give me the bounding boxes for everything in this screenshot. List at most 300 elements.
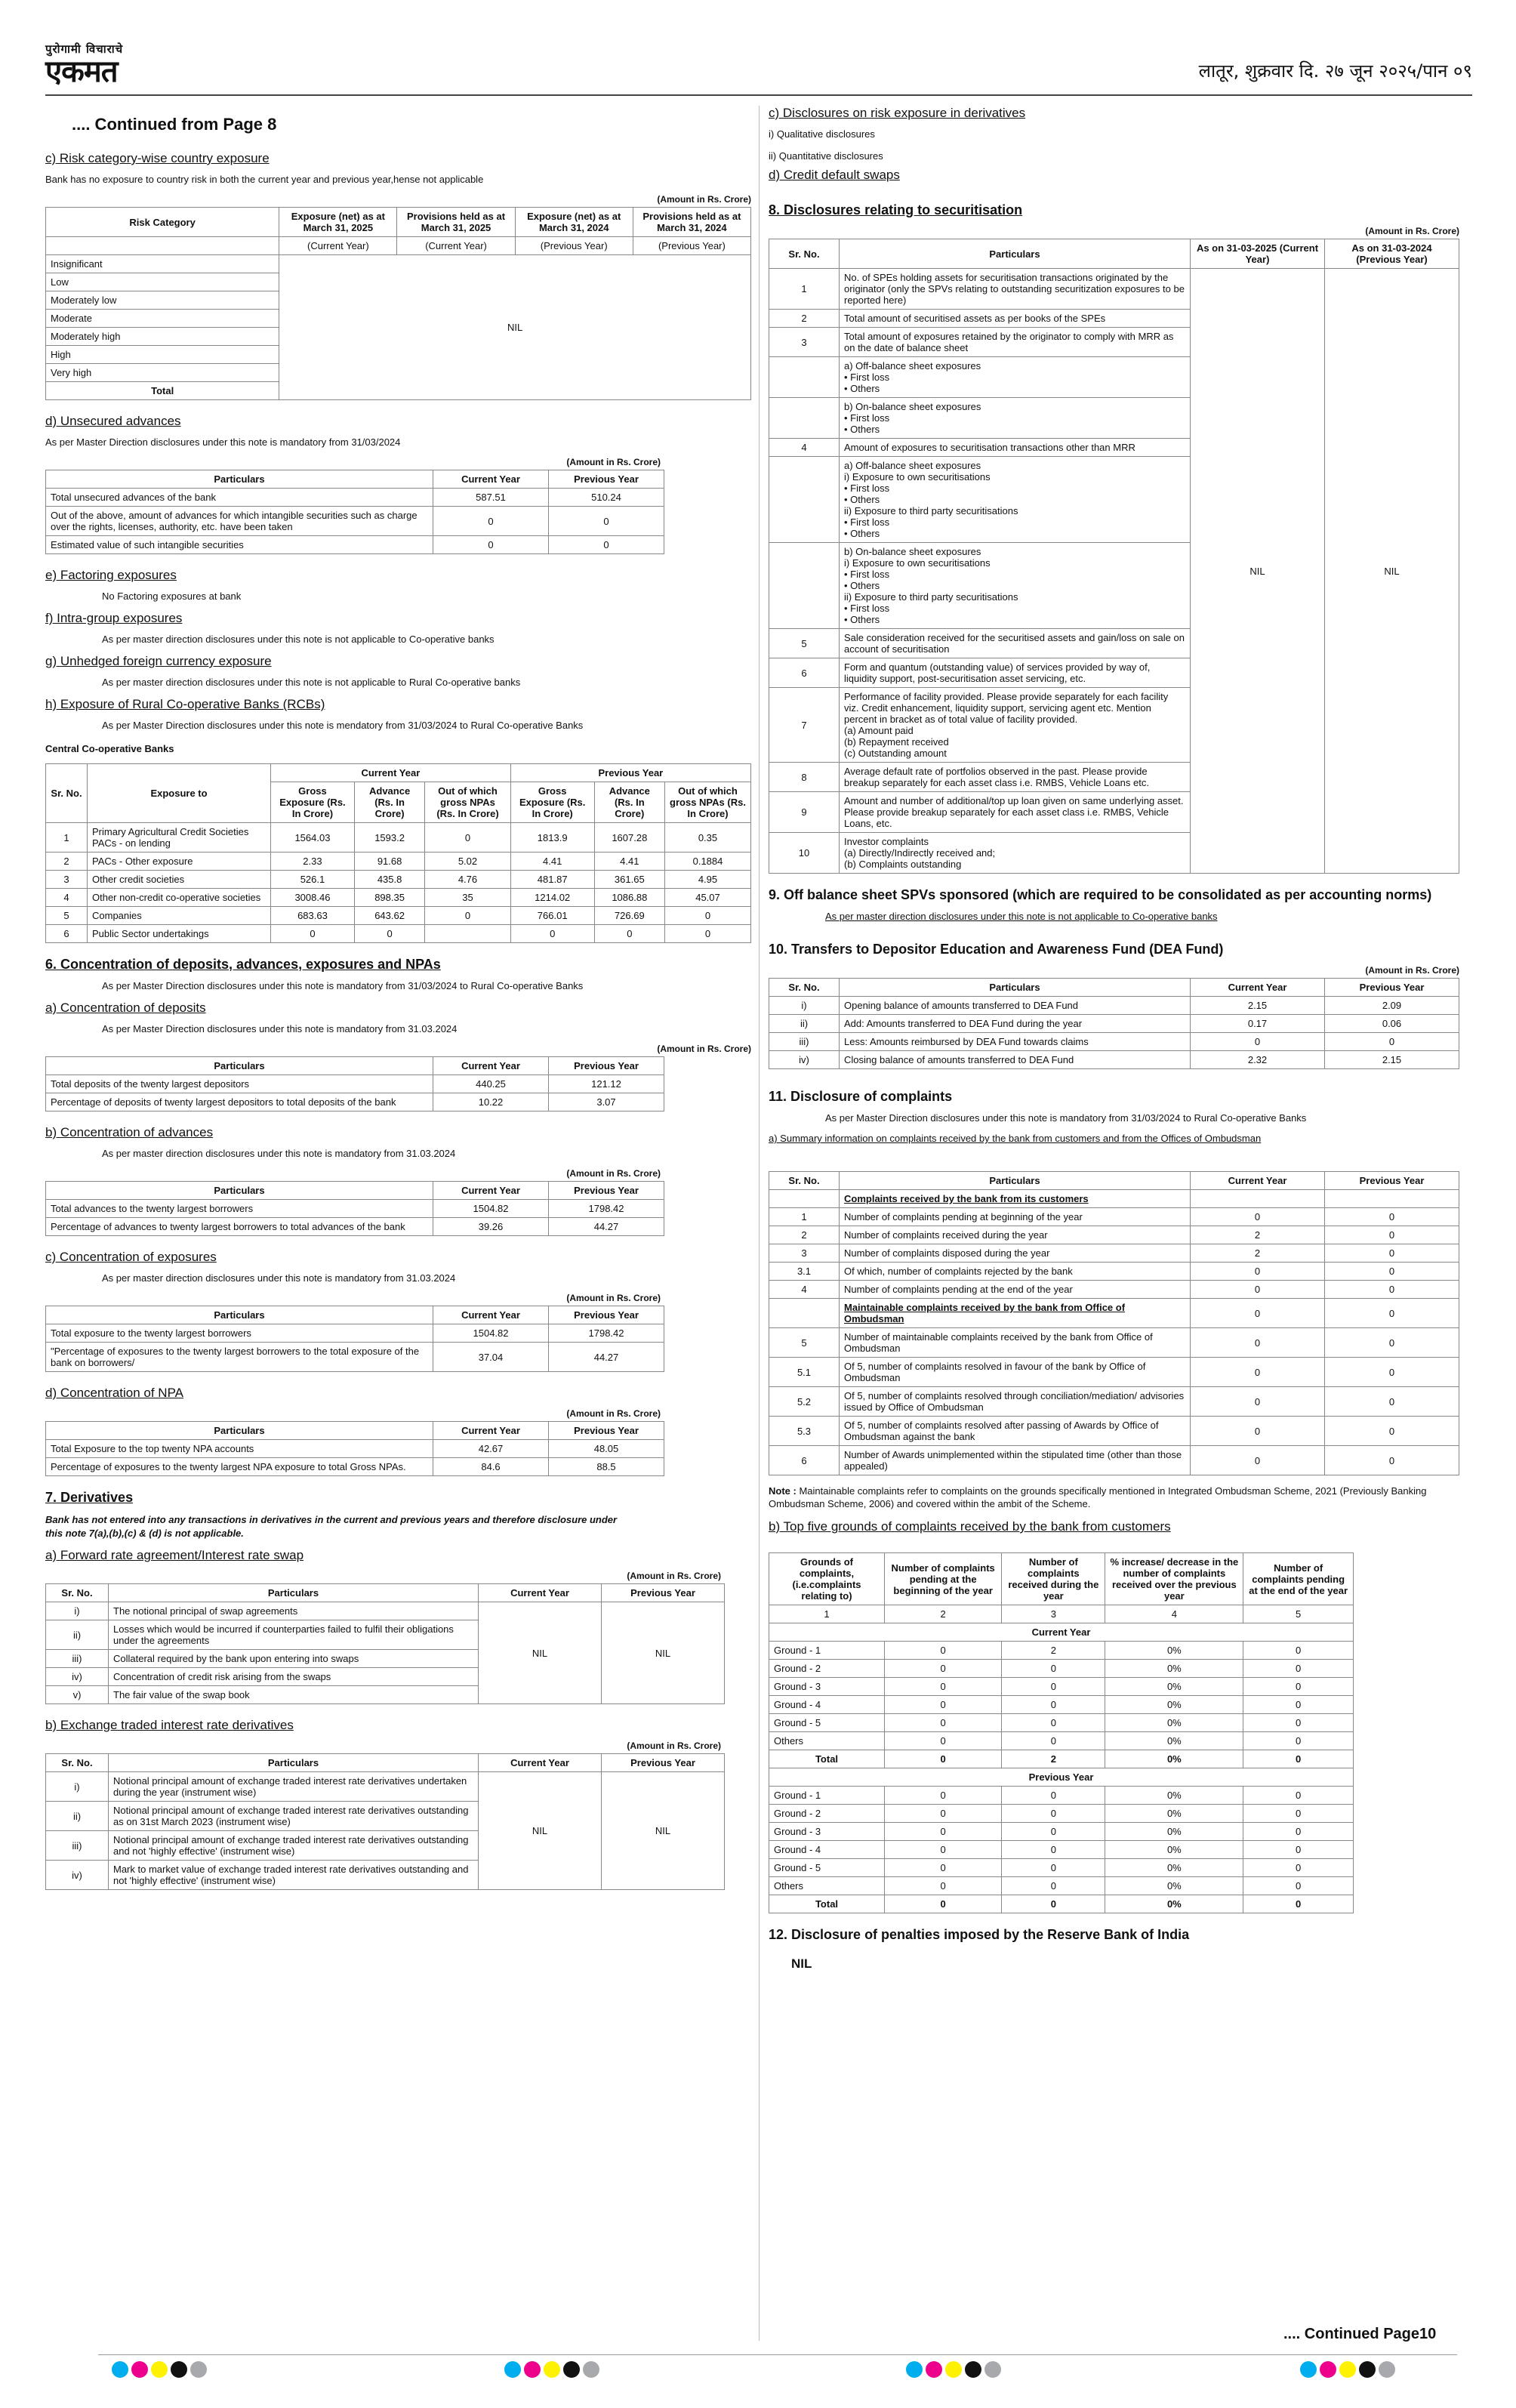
factoring-heading: e) Factoring exposures — [45, 568, 177, 582]
cell-line: (c) Outstanding amount — [844, 748, 947, 759]
header-cell: Sr. No. — [769, 979, 840, 997]
cell-line: (b) Repayment received — [844, 736, 949, 748]
risk-total-label: Total — [46, 382, 279, 400]
table-cell: 5.3 — [769, 1417, 840, 1446]
table-cell: 0 — [885, 1750, 1002, 1768]
table-row — [46, 1602, 725, 1620]
registration-dot — [151, 2361, 168, 2378]
cell-line: • First loss — [844, 516, 890, 528]
table-cell: Out of the above, amount of advances for which intangible securities such as charge over the rights, licenses, authority, etc. have been taken — [46, 507, 433, 536]
table-cell: Maintainable complaints received by the bank from Office of Ombudsman — [840, 1299, 1191, 1328]
table-row — [769, 1226, 1459, 1244]
cell-line: Form and quantum (outstanding value) of services provided by way of, liquidity support, post-securitisation asset servicing, etc. — [844, 661, 1151, 684]
table-cell: 3 — [46, 871, 88, 889]
header-cell: Risk Category — [46, 208, 279, 237]
table-cell: 0 — [664, 907, 750, 925]
header-cell: Particulars — [840, 239, 1191, 269]
masthead-dateline: लातूर, शुक्रवार दि. २७ जून २०२५/पान ०९ — [1198, 60, 1472, 82]
conc-advances-table — [45, 1181, 664, 1236]
table-cell: 0 — [1002, 1696, 1105, 1714]
table-cell: 1607.28 — [594, 823, 664, 853]
etd-table — [45, 1753, 725, 1890]
table-cell: 5.1 — [769, 1358, 840, 1387]
table-cell: 4 — [769, 439, 840, 457]
cell-line: a) Off-balance sheet exposures — [844, 360, 981, 372]
penalties-heading: 12. Disclosure of penalties imposed by the Reserve Bank of India — [769, 1927, 1190, 1942]
column-number: 4 — [1105, 1605, 1243, 1623]
table-cell: 440.25 — [433, 1075, 549, 1093]
table-cell: ii) — [769, 1015, 840, 1033]
cell-line: • Others — [844, 494, 880, 505]
table-cell: 0.06 — [1325, 1015, 1459, 1033]
registration-dot — [524, 2361, 541, 2378]
table-row — [769, 1750, 1354, 1768]
cell-line: b) On-balance sheet exposures — [844, 401, 981, 412]
conc-npa-heading: d) Concentration of NPA — [45, 1386, 183, 1400]
note-label: Note : — [769, 1485, 797, 1497]
table-cell: 643.62 — [354, 907, 424, 925]
amount-label: (Amount in Rs. Crore) — [1365, 965, 1459, 976]
table-row — [769, 1696, 1354, 1714]
table-cell: 0 — [1243, 1750, 1354, 1768]
table-cell: 0 — [1002, 1714, 1105, 1732]
header-cell: Out of which gross NPAs (Rs. In Crore) — [664, 782, 750, 823]
conc-npa-table — [45, 1421, 664, 1476]
table-row — [46, 536, 664, 554]
amount-label: (Amount in Rs. Crore) — [1365, 226, 1459, 236]
table-row — [769, 1660, 1354, 1678]
obs-spv-heading: 9. Off balance sheet SPVs sponsored (which are required to be consolidated as per accounting norms) — [769, 887, 1432, 902]
table-cell: 0.1884 — [664, 853, 750, 871]
table-cell: 48.05 — [549, 1440, 664, 1458]
table-cell: 5 — [46, 907, 88, 925]
header-cell: Current Year — [433, 1422, 549, 1440]
table-cell: 0% — [1105, 1859, 1243, 1877]
table-cell: 1813.9 — [510, 823, 594, 853]
etd-heading: b) Exchange traded interest rate derivatives — [45, 1718, 294, 1732]
registration-dot — [1359, 2361, 1376, 2378]
unsecured-table — [45, 470, 664, 554]
table-cell: 88.5 — [549, 1458, 664, 1476]
table-cell: Losses which would be incurred if counterparties failed to fulfil their obligations under the agreements — [109, 1620, 479, 1650]
table-cell: 0 — [1325, 1033, 1459, 1051]
registration-marks — [112, 2356, 207, 2383]
nil-cell: NIL — [279, 255, 751, 400]
table-cell: 0 — [885, 1895, 1002, 1913]
cell-line: ii) Exposure to third party securitisations — [844, 591, 1018, 603]
table-cell: 0 — [1325, 1358, 1459, 1387]
complaints-rows — [769, 1190, 1459, 1475]
table-cell — [840, 792, 1191, 833]
table-cell: 0 — [1191, 1446, 1325, 1475]
table-cell: 0 — [1325, 1328, 1459, 1358]
table-cell: Percentage of deposits of twenty largest depositors to total deposits of the bank — [46, 1093, 433, 1112]
registration-dot — [1379, 2361, 1395, 2378]
table-cell: 1214.02 — [510, 889, 594, 907]
table-cell: 0 — [1002, 1805, 1105, 1823]
registration-marks — [1300, 2356, 1395, 2383]
right-column — [769, 106, 1459, 1979]
table-cell: 1504.82 — [433, 1324, 549, 1343]
table-cell: 121.12 — [549, 1075, 664, 1093]
table-cell: Closing balance of amounts transferred to DEA Fund — [840, 1051, 1191, 1069]
table-cell: 6 — [769, 658, 840, 688]
table-cell: 0 — [1191, 1263, 1325, 1281]
table-cell: Total — [769, 1895, 885, 1913]
rcb-note: As per Master Direction disclosures under this note is mendatory from 31/03/2024 to Rural Co-operative Banks — [102, 720, 584, 731]
complaints-heading: 11. Disclosure of complaints — [769, 1089, 953, 1104]
nil-cell: NIL — [479, 1772, 602, 1890]
table-cell — [769, 357, 840, 398]
table-cell: 361.65 — [594, 871, 664, 889]
table-cell: 0 — [885, 1642, 1002, 1660]
masthead — [45, 42, 1472, 96]
table-cell: Percentage of advances to twenty largest borrowers to total advances of the bank — [46, 1218, 433, 1236]
header-cell: Advance (Rs. In Crore) — [354, 782, 424, 823]
table-cell — [840, 357, 1191, 398]
conc-advances-rows — [46, 1200, 664, 1236]
table-cell: 2 — [46, 853, 88, 871]
table-cell: Ground - 1 — [769, 1787, 885, 1805]
table-cell: 2 — [769, 1226, 840, 1244]
footer-rule — [98, 2354, 1457, 2355]
cell-line: i) Exposure to own securitisations — [844, 557, 991, 569]
header-cell: Advance (Rs. In Crore) — [594, 782, 664, 823]
subheader-cell: (Previous Year) — [515, 237, 633, 255]
table-cell: 4.76 — [425, 871, 510, 889]
header-cell: Previous Year — [549, 470, 664, 489]
registration-dot — [984, 2361, 1001, 2378]
table-cell: 0 — [1243, 1805, 1354, 1823]
table-cell: Less: Amounts reimbursed by DEA Fund towards claims — [840, 1033, 1191, 1051]
masthead-tagline: पुरोगामी विचाराचे — [45, 42, 124, 56]
table-cell: 4 — [769, 1281, 840, 1299]
penalties-value: NIL — [791, 1956, 812, 1971]
table-cell: 10.22 — [433, 1093, 549, 1112]
top-grounds-heading: b) Top five grounds of complaints received by the bank from customers — [769, 1519, 1171, 1534]
table-cell: Total unsecured advances of the bank — [46, 489, 433, 507]
table-cell: Mark to market value of exchange traded interest rate derivatives outstanding and not 'highly effective' (instrument wise) — [109, 1861, 479, 1890]
table-cell: Of 5, number of complaints resolved after passing of Awards by Office of Ombudsman against the bank — [840, 1417, 1191, 1446]
risk-exposure-derivatives-heading: c) Disclosures on risk exposure in derivatives — [769, 106, 1026, 120]
cell-line: • Others — [844, 383, 880, 394]
table-cell: 3008.46 — [271, 889, 355, 907]
table-cell: 0% — [1105, 1714, 1243, 1732]
table-row — [46, 1343, 664, 1372]
table-cell: 1798.42 — [549, 1200, 664, 1218]
table-cell: 0% — [1105, 1678, 1243, 1696]
table-cell: 0 — [1243, 1642, 1354, 1660]
grounds-current-rows — [769, 1642, 1354, 1768]
nil-cell: NIL — [1325, 269, 1459, 874]
table-cell: 0 — [885, 1696, 1002, 1714]
fra-rows — [46, 1602, 725, 1704]
table-cell: Total advances to the twenty largest borrowers — [46, 1200, 433, 1218]
table-cell: v) — [46, 1686, 109, 1704]
table-cell — [769, 457, 840, 543]
table-row — [46, 925, 751, 943]
table-cell: 0% — [1105, 1805, 1243, 1823]
table-cell: Estimated value of such intangible securities — [46, 536, 433, 554]
table-cell: 39.26 — [433, 1218, 549, 1236]
registration-marks — [906, 2356, 1001, 2383]
table-row — [46, 1093, 664, 1112]
table-cell: 0 — [1325, 1281, 1459, 1299]
header-cell: % increase/ decrease in the number of complaints received over the previous year — [1105, 1553, 1243, 1605]
table-cell: 0% — [1105, 1750, 1243, 1768]
table-row — [46, 823, 751, 853]
table-cell: i) — [769, 997, 840, 1015]
table-cell: Primary Agricultural Credit Societies PACs - on lending — [88, 823, 271, 853]
table-row — [46, 871, 751, 889]
table-cell: 0 — [549, 507, 664, 536]
amount-label: (Amount in Rs. Crore) — [566, 1293, 661, 1303]
table-cell: Number of complaints received during the year — [840, 1226, 1191, 1244]
table-cell: 0 — [664, 925, 750, 943]
header-cell: Number of complaints pending at the beginning of the year — [885, 1553, 1002, 1605]
risk-category-heading: c) Risk category-wise country exposure — [45, 151, 270, 165]
table-cell: 0.35 — [664, 823, 750, 853]
header-cell: Current Year — [479, 1754, 602, 1772]
table-cell: Number of Awards unimplemented within the stipulated time (other than those appealed) — [840, 1446, 1191, 1475]
table-cell: 0 — [1243, 1696, 1354, 1714]
table-cell: 1564.03 — [271, 823, 355, 853]
table-cell: Total exposure to the twenty largest borrowers — [46, 1324, 433, 1343]
table-row — [769, 1263, 1459, 1281]
cell-line: i) Exposure to own securitisations — [844, 471, 991, 483]
header-cell: Current Year — [1191, 1172, 1325, 1190]
registration-dot — [1300, 2361, 1317, 2378]
nil-cell: NIL — [602, 1602, 725, 1704]
table-cell: 4 — [46, 889, 88, 907]
cell-line: b) On-balance sheet exposures — [844, 546, 981, 557]
table-cell: Ground - 4 — [769, 1696, 885, 1714]
table-cell: 0 — [510, 925, 594, 943]
table-cell: 3.1 — [769, 1263, 840, 1281]
table-cell: Ground - 5 — [769, 1714, 885, 1732]
risk-category-note: Bank has no exposure to country risk in both the current year and previous year,hense not applicable — [45, 174, 484, 185]
nil-cell: NIL — [479, 1602, 602, 1704]
header-cell: Sr. No. — [46, 1754, 109, 1772]
table-cell: Other non-credit co-operative societies — [88, 889, 271, 907]
cell-line: Performance of facility provided. Please provide separately for each facility viz. Credit enhancement, liquidity support, servicing agent etc. Mention percent in bracket as of total value of facility provided. — [844, 691, 1169, 725]
continued-to-label: .... Continued Page10 — [1283, 2326, 1437, 2342]
quantitative-item: ii) Quantitative disclosures — [769, 150, 883, 162]
cell-line: (a) Directly/Indirectly received and; — [844, 847, 996, 859]
table-cell: 3.07 — [549, 1093, 664, 1112]
conc-deposits-table — [45, 1056, 664, 1112]
table-cell: Ground - 3 — [769, 1823, 885, 1841]
header-cell: Exposure (net) as at March 31, 2025 — [279, 208, 397, 237]
table-cell: 0 — [885, 1859, 1002, 1877]
table-cell — [840, 543, 1191, 629]
conc-exposures-table — [45, 1306, 664, 1372]
column-number: 5 — [1243, 1605, 1354, 1623]
table-cell: 3 — [769, 328, 840, 357]
table-cell: Notional principal amount of exchange traded interest rate derivatives outstanding and not 'highly effective' (instrument wise) — [109, 1831, 479, 1861]
table-row — [46, 1772, 725, 1802]
table-cell: 1 — [46, 823, 88, 853]
table-cell: 526.1 — [271, 871, 355, 889]
table-cell: Opening balance of amounts transferred to DEA Fund — [840, 997, 1191, 1015]
table-cell: 7 — [769, 688, 840, 763]
header-cell: Particulars — [46, 470, 433, 489]
conc-advances-heading: b) Concentration of advances — [45, 1125, 214, 1139]
table-cell: 0 — [1325, 1226, 1459, 1244]
table-cell — [1325, 1190, 1459, 1208]
table-cell: ii) — [46, 1802, 109, 1831]
table-cell: 4.41 — [594, 853, 664, 871]
subheader-cell: (Previous Year) — [633, 237, 750, 255]
derivatives-heading: 7. Derivatives — [45, 1490, 134, 1505]
header-cell: As on 31-03-2025 (Current Year) — [1191, 239, 1325, 269]
table-row — [46, 1440, 664, 1458]
amount-label: (Amount in Rs. Crore) — [627, 1740, 721, 1751]
table-cell — [840, 310, 1191, 328]
table-cell: Concentration of credit risk arising from the swaps — [109, 1668, 479, 1686]
table-cell: 84.6 — [433, 1458, 549, 1476]
table-cell: 0 — [885, 1823, 1002, 1841]
rcb-rows — [46, 823, 751, 943]
intragroup-heading: f) Intra-group exposures — [45, 611, 183, 625]
table-cell: 0 — [1325, 1299, 1459, 1328]
cell-line: Investor complaints — [844, 836, 929, 847]
column-number: 1 — [769, 1605, 885, 1623]
table-cell: 0 — [1002, 1877, 1105, 1895]
table-cell: Total — [769, 1750, 885, 1768]
table-cell: 10 — [769, 833, 840, 874]
table-cell: 0 — [1325, 1387, 1459, 1417]
cell-line: Total amount of exposures retained by the originator to comply with MRR as on the date of balance sheet — [844, 331, 1174, 353]
table-row — [769, 997, 1459, 1015]
table-cell: 5 — [769, 629, 840, 658]
table-cell: 2.09 — [1325, 997, 1459, 1015]
table-cell: Total deposits of the twenty largest depositors — [46, 1075, 433, 1093]
masthead-name: एकमत — [45, 54, 118, 89]
table-cell: Number of maintainable complaints received by the bank from Office of Ombudsman — [840, 1328, 1191, 1358]
header-cell: As on 31-03-2024 (Previous Year) — [1325, 239, 1459, 269]
amount-label: (Amount in Rs. Crore) — [566, 1168, 661, 1179]
header-cell: Current Year — [433, 1182, 549, 1200]
table-row — [46, 1200, 664, 1218]
table-cell: 898.35 — [354, 889, 424, 907]
cell-line: a) Off-balance sheet exposures — [844, 460, 981, 471]
table-cell: Ground - 2 — [769, 1805, 885, 1823]
table-cell: Other credit societies — [88, 871, 271, 889]
note-text: Maintainable complaints refer to complaints on the grounds specifically mentioned in Integrated Ombudsman Scheme, 2021 (Previously Banking Ombudsman Scheme, 2006) and covered within the ambit of the Scheme. — [769, 1485, 1427, 1509]
registration-dot — [171, 2361, 187, 2378]
nil-cell: NIL — [1191, 269, 1325, 874]
header-cell: Previous Year — [510, 764, 750, 782]
table-cell: 435.8 — [354, 871, 424, 889]
table-cell — [840, 398, 1191, 439]
cell-line: • First loss — [844, 483, 890, 494]
header-cell: Previous Year — [602, 1754, 725, 1772]
table-cell — [1191, 1190, 1325, 1208]
table-row — [46, 853, 751, 871]
column-number: 3 — [1002, 1605, 1105, 1623]
table-cell — [769, 398, 840, 439]
table-cell — [840, 833, 1191, 874]
table-row — [769, 1841, 1354, 1859]
complaints-summary-table — [769, 1171, 1459, 1475]
table-cell: 0 — [425, 907, 510, 925]
header-cell: Current Year — [1191, 979, 1325, 997]
table-row — [769, 1823, 1354, 1841]
table-row — [769, 1033, 1459, 1051]
conc-advances-note: As per master direction disclosures under this note is mandatory from 31.03.2024 — [102, 1148, 456, 1159]
unsecured-note: As per Master Direction disclosures under this note is mandatory from 31/03/2024 — [45, 436, 401, 448]
table-cell: 0 — [1243, 1678, 1354, 1696]
newspaper-logo — [45, 42, 123, 87]
table-cell: 2.15 — [1325, 1051, 1459, 1069]
header-cell: Sr. No. — [46, 1584, 109, 1602]
empty-cell — [46, 237, 279, 255]
table-cell: 2 — [769, 310, 840, 328]
header-cell: Particulars — [46, 1182, 433, 1200]
header-cell: Current Year — [433, 1057, 549, 1075]
table-cell: 0 — [1243, 1714, 1354, 1732]
table-cell: Collateral required by the bank upon entering into swaps — [109, 1650, 479, 1668]
complaints-summary-heading: a) Summary information on complaints received by the bank from customers and from the Offices of Ombudsman — [769, 1133, 1262, 1144]
table-row — [769, 1805, 1354, 1823]
continued-from-label: .... Continued from Page 8 — [72, 115, 277, 134]
header-cell: Previous Year — [1325, 979, 1459, 997]
table-cell: Complaints received by the bank from its customers — [840, 1190, 1191, 1208]
table-row — [46, 1324, 664, 1343]
table-cell — [840, 688, 1191, 763]
table-cell: 2.33 — [271, 853, 355, 871]
nil-cell: NIL — [602, 1772, 725, 1890]
conc-npa-rows — [46, 1440, 664, 1476]
concentration-note: As per Master Direction disclosures under this note is mandatory from 31/03/2024 to Rural Co-operative Banks — [102, 980, 584, 991]
amount-label: (Amount in Rs. Crore) — [657, 1044, 751, 1054]
table-cell: 1 — [769, 1208, 840, 1226]
table-cell: 4.41 — [510, 853, 594, 871]
cell-line: • First loss — [844, 412, 890, 424]
table-row — [46, 907, 751, 925]
table-cell: i) — [46, 1772, 109, 1802]
header-cell: Current Year — [433, 470, 549, 489]
table-cell: 0 — [1243, 1787, 1354, 1805]
table-cell: "Percentage of exposures to the twenty largest borrowers to the total exposure of the bank on borrowers/ — [46, 1343, 433, 1372]
table-cell: 44.27 — [549, 1218, 664, 1236]
registration-dot — [1339, 2361, 1356, 2378]
table-cell: The notional principal of swap agreements — [109, 1602, 479, 1620]
table-cell — [840, 328, 1191, 357]
table-row — [769, 1208, 1459, 1226]
cell-line: (b) Complaints outstanding — [844, 859, 962, 870]
header-cell: Out of which gross NPAs (Rs. In Crore) — [425, 782, 510, 823]
cell-line: Amount and number of additional/top up loan given on same underlying asset. Please provide breakup separately for each asset class i.e. RMBS, Vehicle Loans, etc. — [844, 795, 1184, 829]
table-cell: 45.07 — [664, 889, 750, 907]
table-cell — [840, 629, 1191, 658]
risk-row-label: Low — [46, 273, 279, 291]
table-cell: ii) — [46, 1620, 109, 1650]
table-cell: 0 — [1191, 1299, 1325, 1328]
header-cell: Particulars — [840, 979, 1191, 997]
fra-heading: a) Forward rate agreement/Interest rate swap — [45, 1548, 304, 1562]
cell-line: Average default rate of portfolios observed in the past. Please provide breakup separately for each asset class i.e. RMBS, Vehicle Loans etc. — [844, 766, 1149, 788]
table-cell: 5 — [769, 1328, 840, 1358]
conc-deposits-note: As per Master Direction disclosures under this note is mandatory from 31.03.2024 — [102, 1023, 458, 1034]
registration-dot — [906, 2361, 923, 2378]
cell-line: Amount of exposures to securitisation transactions other than MRR — [844, 442, 1135, 453]
registration-dot — [190, 2361, 207, 2378]
table-cell: The fair value of the swap book — [109, 1686, 479, 1704]
table-cell: 0 — [1002, 1895, 1105, 1913]
table-cell: 481.87 — [510, 871, 594, 889]
